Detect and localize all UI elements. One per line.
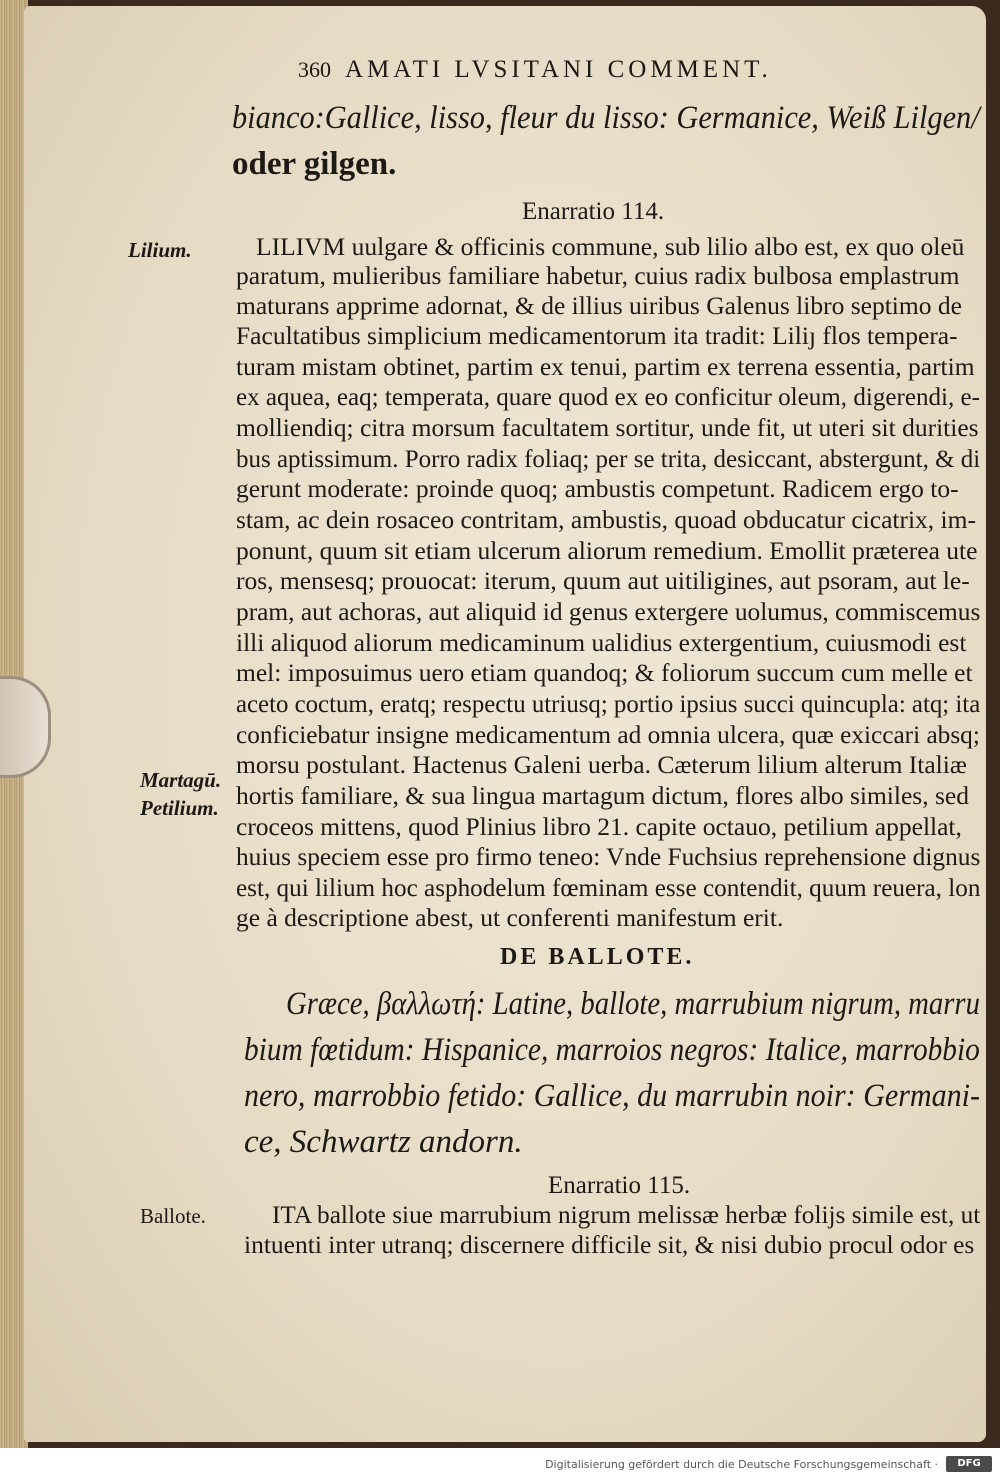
enarratio-115-heading: Enarratio 115. (548, 1172, 691, 1199)
funding-note: Digitalisierung gefördert durch die Deutsche Forschungsgemeinschaft · (545, 1458, 938, 1471)
text-line: intuenti inter utranq; discernere difficile sit, & nisi dubio procul odor es (244, 1230, 975, 1259)
enarratio-114-heading: Enarratio 114. (522, 198, 665, 225)
text-line: ITA ballote siue marrubium nigrum melissæ herbæ folijs simile est, ut (272, 1200, 981, 1229)
ballote-names-line: Græce, βαλλωτή: Latine, ballote, marrubium nigrum, marru (286, 986, 980, 1022)
text-line: hortis familiare, & sua lingua martagum dictum, flores albo similes, sed (236, 781, 969, 810)
text-line: molliendiq; citra morsum facultatem sortitur, unde fit, ut uteri sit durities (236, 413, 979, 442)
text-line: turam mistam obtinet, partim ex tenui, partim ex terrena essentia, partim (236, 352, 975, 381)
text-line: conficiebatur insigne medicamentum ad omnia ulcera, quæ exiccari absq; (236, 720, 980, 749)
text-line: croceos mittens, quod Plinius libro 21. capite octauo, petilium appellat, (236, 812, 962, 841)
text-line: mel: imposuimus uero etiam quandoq; & foliorum succum cum melle et (236, 658, 973, 687)
text-line: ponunt, quum sit etiam ulcerum aliorum remedium. Emollit præterea ute (236, 536, 978, 565)
text-line: aceto coctum, eratq; respectu utriusq; portio ipsius succi quincupla: atq; ita (236, 689, 981, 718)
lilium-names-line-1: bianco:Gallice, lisso, fleur du lisso: Germanice, Weiß Lilgen/ (232, 100, 980, 136)
text-line: ge à descriptione abest, ut conferenti manifestum erit. (236, 903, 784, 932)
text-line: pram, aut achoras, aut aliquid id genus extergere uolumus, commiscemus (236, 597, 981, 626)
text-line: ex aquea, eaq; temperata, quare quod ex eo conficitur oleum, digerendi, e- (236, 382, 981, 411)
text-line: est, qui lilium hoc asphodelum fœminam esse contendit, quum reuera, lon (236, 873, 981, 902)
text-line: bus aptissimum. Porro radix foliaq; per se trita, desiccant, abstergunt, & di (236, 444, 981, 473)
section-title-de-ballote: DE BALLOTE. (500, 944, 695, 970)
margin-note-ballote: Ballote. (140, 1204, 206, 1228)
margin-note-martagum: Martagū. (140, 768, 222, 792)
ballote-names-line: nero, marrobbio fetido: Gallice, du marrubin noir: Germani- (244, 1078, 980, 1114)
text-line: paratum, mulieribus familiare habetur, cuius radix bulbosa emplastrum (236, 261, 960, 290)
ballote-names-line: ce, Schwartz andorn. (244, 1124, 523, 1160)
margin-note-petilium: Petilium. (140, 796, 219, 820)
text-line: ros, mensesq; prouocat: iterum, quum aut uitiligines, aut psoram, aut le- (236, 566, 970, 595)
text-line: illi aliquod aliorum medicaminum ualidius extergentium, cuiusmodi est (236, 628, 967, 657)
text-line: huius speciem esse pro firmo teneo: Vnde Fuchsius reprehensione dignus (236, 842, 981, 871)
text-line: Facultatibus simplicium medicamentorum ita tradit: Liliȷ flos tempera- (236, 321, 958, 350)
text-line: morsu postulant. Hactenus Galeni uerba. Cæterum lilium alterum Italiæ (236, 750, 967, 779)
running-header (298, 56, 878, 84)
text-line: gerunt moderate: proinde quoq; ambustis competunt. Radicem ergo to- (236, 474, 959, 503)
lilium-names-line-2: oder gilgen. (232, 146, 397, 182)
ballote-names-line: bium fœtidum: Hispanice, marroios negros: Italice, marrobbio (244, 1032, 980, 1068)
folio-number: 360 (298, 57, 331, 82)
text-line: stam, ac dein rosaceo contritam, ambustis, quoad obducatur cicatrix, im- (236, 505, 976, 534)
text-line: maturans apprime adornat, & de illius uiribus Galenus libro septimo de (236, 291, 962, 320)
footer-bar (0, 1448, 1000, 1482)
dfg-logo-icon: DFG (946, 1456, 992, 1472)
text-line: LILIVM uulgare & officinis commune, sub lilio albo est, ex quo oleū (256, 232, 965, 261)
margin-note-lilium: Lilium. (128, 238, 192, 262)
running-title: AMATI LVSITANI COMMENT. (345, 56, 772, 83)
